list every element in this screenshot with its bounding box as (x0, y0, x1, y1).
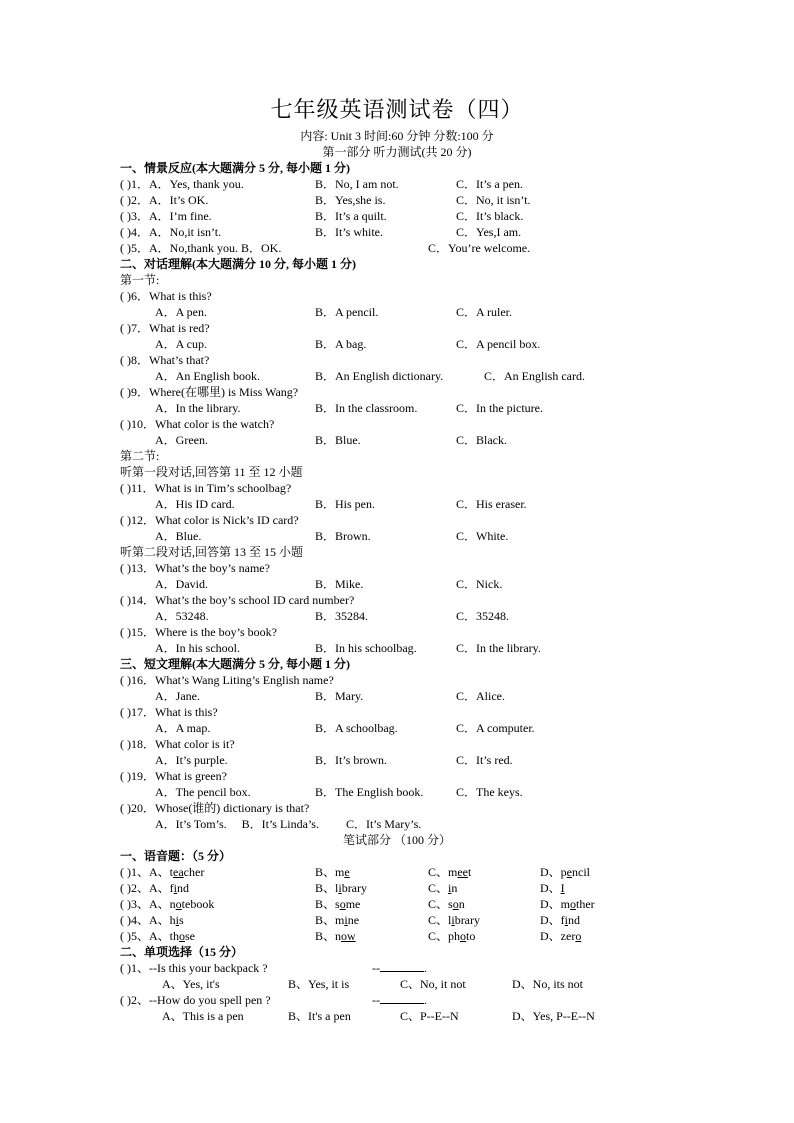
q12-option-b: B．Brown. (315, 529, 371, 543)
phonetics-row-5-d: D、zero (540, 929, 582, 943)
dialogue-two-instruction: 听第二段对话,回答第 13 至 15 小题 (120, 545, 304, 559)
q8-stem: ( )8．What’s that? (120, 353, 210, 367)
q7-option-a: A．A cup. (155, 337, 207, 351)
q8-option-a: A．An English book. (155, 369, 261, 383)
phonetics-row-4-d: D、find (540, 913, 581, 927)
q10-stem: ( )10．What color is the watch? (120, 417, 275, 431)
mc1-answer-blank: -- . (372, 961, 427, 975)
q1-option-c: C．It’s a pen. (456, 177, 523, 191)
phonetics-row-4-b: B、mine (315, 913, 360, 927)
q8-option-c: C．An English card. (484, 369, 585, 383)
q13-option-c: C．Nick. (456, 577, 503, 591)
phonetics-row-2: ( )2、A、find (120, 881, 190, 895)
section-three-heading: 三、短文理解(本大题满分 5 分, 每小题 1 分) (120, 657, 350, 671)
part-one-heading: 第一部分 听力测试(共 20 分) (322, 145, 472, 159)
q12-stem: ( )12．What color is Nick’s ID card? (120, 513, 299, 527)
page-title: 七年级英语测试卷（四） (270, 97, 524, 122)
q12-option-a: A．Blue. (155, 529, 202, 543)
phonetics-row-1: ( )1、A、teacher (120, 865, 205, 879)
phonetics-row-3-b: B、some (315, 897, 361, 911)
section-one-heading: 一、情景反应(本大题满分 5 分, 每小题 1 分) (120, 161, 350, 175)
q6-option-b: B．A pencil. (315, 305, 379, 319)
phonetics-row-4-c: C、library (428, 913, 481, 927)
q11-option-a: A．His ID card. (155, 497, 235, 511)
q19-option-c: C．The keys. (456, 785, 523, 799)
q6-option-c: C．A ruler. (456, 305, 512, 319)
q3-option-c: C．It’s black. (456, 209, 524, 223)
phonetics-row-3-d: D、mother (540, 897, 595, 911)
q5-stem: ( )5．A．No,thank you. B．OK. (120, 241, 282, 255)
q17-option-b: B．A schoolbag. (315, 721, 398, 735)
q19-option-b: B．The English book. (315, 785, 424, 799)
q7-option-b: B．A bag. (315, 337, 367, 351)
q1-stem: ( )1．A．Yes, thank you. (120, 177, 244, 191)
mc1-option-d: D、No, its not (512, 977, 584, 991)
multiple-choice-heading: 二、单项选择（15 分） (120, 945, 244, 959)
q15-option-c: C．In the library. (456, 641, 541, 655)
q12-option-c: C．White. (456, 529, 509, 543)
dialogue-one-instruction: 听第一段对话,回答第 11 至 12 小题 (120, 465, 303, 479)
q4-option-b: B．It’s white. (315, 225, 383, 239)
q8-option-b: B．An English dictionary. (315, 369, 444, 383)
q9-option-b: B．In the classroom. (315, 401, 418, 415)
phonetics-row-5: ( )5、A、those (120, 929, 196, 943)
q5-option-c: C．You’re welcome. (428, 241, 531, 255)
q18-stem: ( )18．What color is it? (120, 737, 235, 751)
q14-stem: ( )14．What’s the boy’s school ID card number? (120, 593, 355, 607)
subsection-one-heading: 第一节: (120, 273, 160, 287)
phonetics-row-2-c: C、in (428, 881, 458, 895)
q18-option-b: B．It’s brown. (315, 753, 388, 767)
q19-option-a: A．The pencil box. (155, 785, 251, 799)
q13-option-a: A．David. (155, 577, 208, 591)
mc1-option-b: B、Yes, it is (288, 977, 350, 991)
mc2-option-d: D、Yes, P--E--N (512, 1009, 595, 1023)
phonetics-heading: 一、语音题：（5 分） (120, 849, 232, 863)
phonetics-row-3-c: C、son (428, 897, 465, 911)
written-part-heading: 笔试部分 （100 分） (342, 833, 451, 847)
q3-option-b: B．It’s a quilt. (315, 209, 387, 223)
subsection-two-heading: 第二节: (120, 449, 160, 463)
q9-stem: ( )9．Where(在哪里) is Miss Wang? (120, 385, 299, 399)
q7-option-c: C．A pencil box. (456, 337, 541, 351)
q20-options: A．It’s Tom’s. B．It’s Linda’s. C．It’s Mary’s. (155, 817, 422, 831)
q18-option-a: A．It’s purple. (155, 753, 228, 767)
q2-option-b: B．Yes,she is. (315, 193, 386, 207)
q18-option-c: C．It’s red. (456, 753, 513, 767)
phonetics-row-1-b: B、me (315, 865, 350, 879)
q7-stem: ( )7．What is red? (120, 321, 210, 335)
mc2-answer-blank: -- . (372, 993, 427, 1007)
q2-stem: ( )2．A．It’s OK. (120, 193, 209, 207)
q6-option-a: A．A pen. (155, 305, 207, 319)
phonetics-row-1-d: D、pencil (540, 865, 590, 879)
q16-stem: ( )16．What’s Wang Liting’s English name? (120, 673, 334, 687)
q10-option-c: C．Black. (456, 433, 507, 447)
phonetics-row-4: ( )4、A、his (120, 913, 184, 927)
q15-option-b: B．In his schoolbag. (315, 641, 417, 655)
q17-stem: ( )17．What is this? (120, 705, 218, 719)
q14-option-c: C．35248. (456, 609, 510, 623)
mc2-option-c: C、P--E--N (400, 1009, 459, 1023)
q9-option-c: C．In the picture. (456, 401, 543, 415)
q11-option-b: B．His pen. (315, 497, 376, 511)
q17-option-a: A．A map. (155, 721, 211, 735)
q20-stem: ( )20．Whose(谁的) dictionary is that? (120, 801, 310, 815)
q3-stem: ( )3．A．I’m fine. (120, 209, 212, 223)
q4-stem: ( )4．A．No,it isn’t. (120, 225, 222, 239)
q16-option-b: B．Mary. (315, 689, 364, 703)
phonetics-row-2-b: B、library (315, 881, 368, 895)
q9-option-a: A．In the library. (155, 401, 241, 415)
q13-stem: ( )13．What’s the boy’s name? (120, 561, 270, 575)
mc2-option-a: A、This is a pen (162, 1009, 244, 1023)
q10-option-a: A．Green. (155, 433, 208, 447)
mc1-option-c: C、No, it not (400, 977, 466, 991)
q14-option-a: A．53248. (155, 609, 209, 623)
exam-info: 内容: Unit 3 时间:60 分钟 分数:100 分 (300, 129, 494, 143)
q4-option-c: C．Yes,I am. (456, 225, 522, 239)
section-two-heading: 二、对话理解(本大题满分 10 分, 每小题 1 分) (120, 257, 356, 271)
q13-option-b: B．Mike. (315, 577, 364, 591)
phonetics-row-3: ( )3、A、notebook (120, 897, 215, 911)
q6-stem: ( )6．What is this? (120, 289, 212, 303)
q11-option-c: C．His eraser. (456, 497, 527, 511)
q14-option-b: B．35284. (315, 609, 369, 623)
q10-option-b: B．Blue. (315, 433, 361, 447)
phonetics-row-5-c: C、photo (428, 929, 476, 943)
q16-option-c: C．Alice. (456, 689, 505, 703)
mc2-option-b: B、It's a pen (288, 1009, 351, 1023)
mc2-stem: ( )2、--How do you spell pen ? (120, 993, 271, 1007)
phonetics-row-1-c: C、meet (428, 865, 472, 879)
mc1-option-a: A、Yes, it's (162, 977, 220, 991)
q19-stem: ( )19．What is green? (120, 769, 227, 783)
q11-stem: ( )11．What is in Tim’s schoolbag? (120, 481, 292, 495)
phonetics-row-5-b: B、now (315, 929, 356, 943)
mc1-stem: ( )1、--Is this your backpack ? (120, 961, 268, 975)
q1-option-b: B．No, I am not. (315, 177, 399, 191)
q15-stem: ( )15．Where is the boy’s book? (120, 625, 277, 639)
q2-option-c: C．No, it isn’t. (456, 193, 531, 207)
q17-option-c: C．A computer. (456, 721, 535, 735)
q16-option-a: A．Jane. (155, 689, 200, 703)
q15-option-a: A．In his school. (155, 641, 240, 655)
phonetics-row-2-d: D、I (540, 881, 565, 895)
